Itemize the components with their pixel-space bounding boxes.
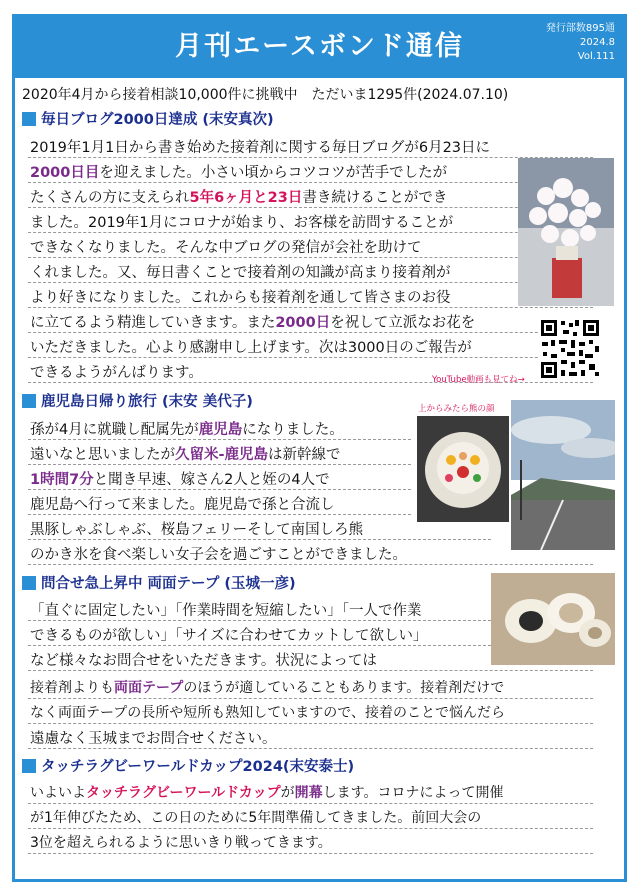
section-heading-blog: 毎日ブログ2000日達成 (末安真次) — [22, 108, 274, 129]
section-heading-touch-rugby: タッチラグビーワールドカップ2024(末安泰士) — [22, 755, 354, 776]
text-line: できるものが欲しい」「サイズに合わせてカットして欲しい」 — [30, 628, 428, 644]
issue-date: 2024.8 — [580, 37, 615, 48]
square-bullet-icon — [22, 576, 36, 590]
text-line: できなくなりました。そんな中ブログの発信が会社を助けて — [30, 240, 422, 256]
text-line: 孫が4月に就職し配属先が鹿児島になりました。 — [30, 422, 344, 438]
newsletter-title: 月刊エースボンド通信 — [175, 31, 464, 62]
header-banner — [12, 14, 627, 78]
section-heading-tape: 問合せ急上昇中 両面テープ (玉城一彦) — [22, 572, 296, 593]
text-line: より好きになりました。これからも接着剤を通して皆さまのお役 — [30, 290, 451, 306]
shaved-ice-photo — [417, 416, 509, 522]
text-line: 3位を超えられるように思いきり戦ってきます。 — [30, 835, 332, 851]
text-line: に立てるよう精進していきます。また2000日を祝して立派なお花を — [30, 315, 476, 331]
double-sided-tape-photo — [491, 573, 615, 665]
kagoshima-sakurajima-photo — [511, 400, 615, 550]
issue-info — [546, 22, 615, 64]
square-bullet-icon — [22, 759, 36, 773]
text-line: など様々なお問合せをいただきます。状況によっては — [30, 653, 377, 669]
youtube-qr-code — [539, 318, 601, 380]
text-line: 鹿児島へ行って来ました。鹿児島で孫と合流し — [30, 497, 335, 513]
text-line: 接着剤よりも両面テープのほうが適していることもあります。接着剤だけで — [30, 680, 505, 696]
text-line: ました。2019年1月にコロナが始まり、お客様を訪問することが — [30, 215, 454, 231]
section-heading-kagoshima: 鹿児島日帰り旅行 (末安 美代子) — [22, 390, 253, 411]
text-line: が1年伸びたため、この日のために5年間準備してきました。前回大会の — [30, 810, 482, 826]
text-line: のかき氷を食べ楽しい女子会を過ごすことができました。 — [30, 547, 407, 563]
text-line: 2000日目を迎えました。小さい頃からコツコツが苦手でしたが — [30, 165, 448, 181]
text-line: 遠慮なく玉城までお問合せください。 — [30, 731, 277, 747]
youtube-note: YouTube動画も見てね→ — [432, 375, 525, 385]
text-line: くれました。又、毎日書くことで接着剤の知識が高まり接着剤が — [30, 265, 451, 281]
orchid-flowers-photo — [518, 158, 614, 306]
text-line: できるようがんばります。 — [30, 365, 203, 381]
issue-volume: Vol.111 — [577, 51, 615, 62]
text-line: いよいよタッチラグビーワールドカップが開幕します。コロナによって開催 — [30, 785, 504, 801]
text-line: たくさんの方に支えられ5年6ヶ月と23日書き続けることができ — [30, 190, 448, 206]
text-line: 2019年1月1日から書き始めた接着剤に関する毎日ブログが6月23日に — [30, 140, 491, 156]
issue-count: 発行部数895通 — [545, 23, 615, 34]
consultation-challenge-text: 2020年4月から接着相談10,000件に挑戦中 ただいま1295件(2024.07.10) — [22, 87, 509, 103]
square-bullet-icon — [22, 394, 36, 408]
square-bullet-icon — [22, 112, 36, 126]
text-line: いただきました。心より感謝申し上げます。次は3000日のご報告が — [30, 340, 472, 356]
text-line: 遠いなと思いましたが久留米-鹿児島は新幹線で — [30, 447, 341, 463]
text-line: 「直ぐに固定したい」「作業時間を短縮したい」「一人で作業 — [30, 603, 422, 619]
text-line: 1時間7分と聞き早速、嫁さん2人と姪の4人で — [30, 472, 330, 488]
text-line: 黒豚しゃぶしゃぶ、桜島フェリーそして南国しろ熊 — [30, 522, 364, 538]
text-line: なく両面テープの長所や短所も熟知していますので、接着のことで悩んだら — [30, 705, 506, 721]
bear-face-note: 上からみたら熊の顔 — [418, 404, 495, 414]
